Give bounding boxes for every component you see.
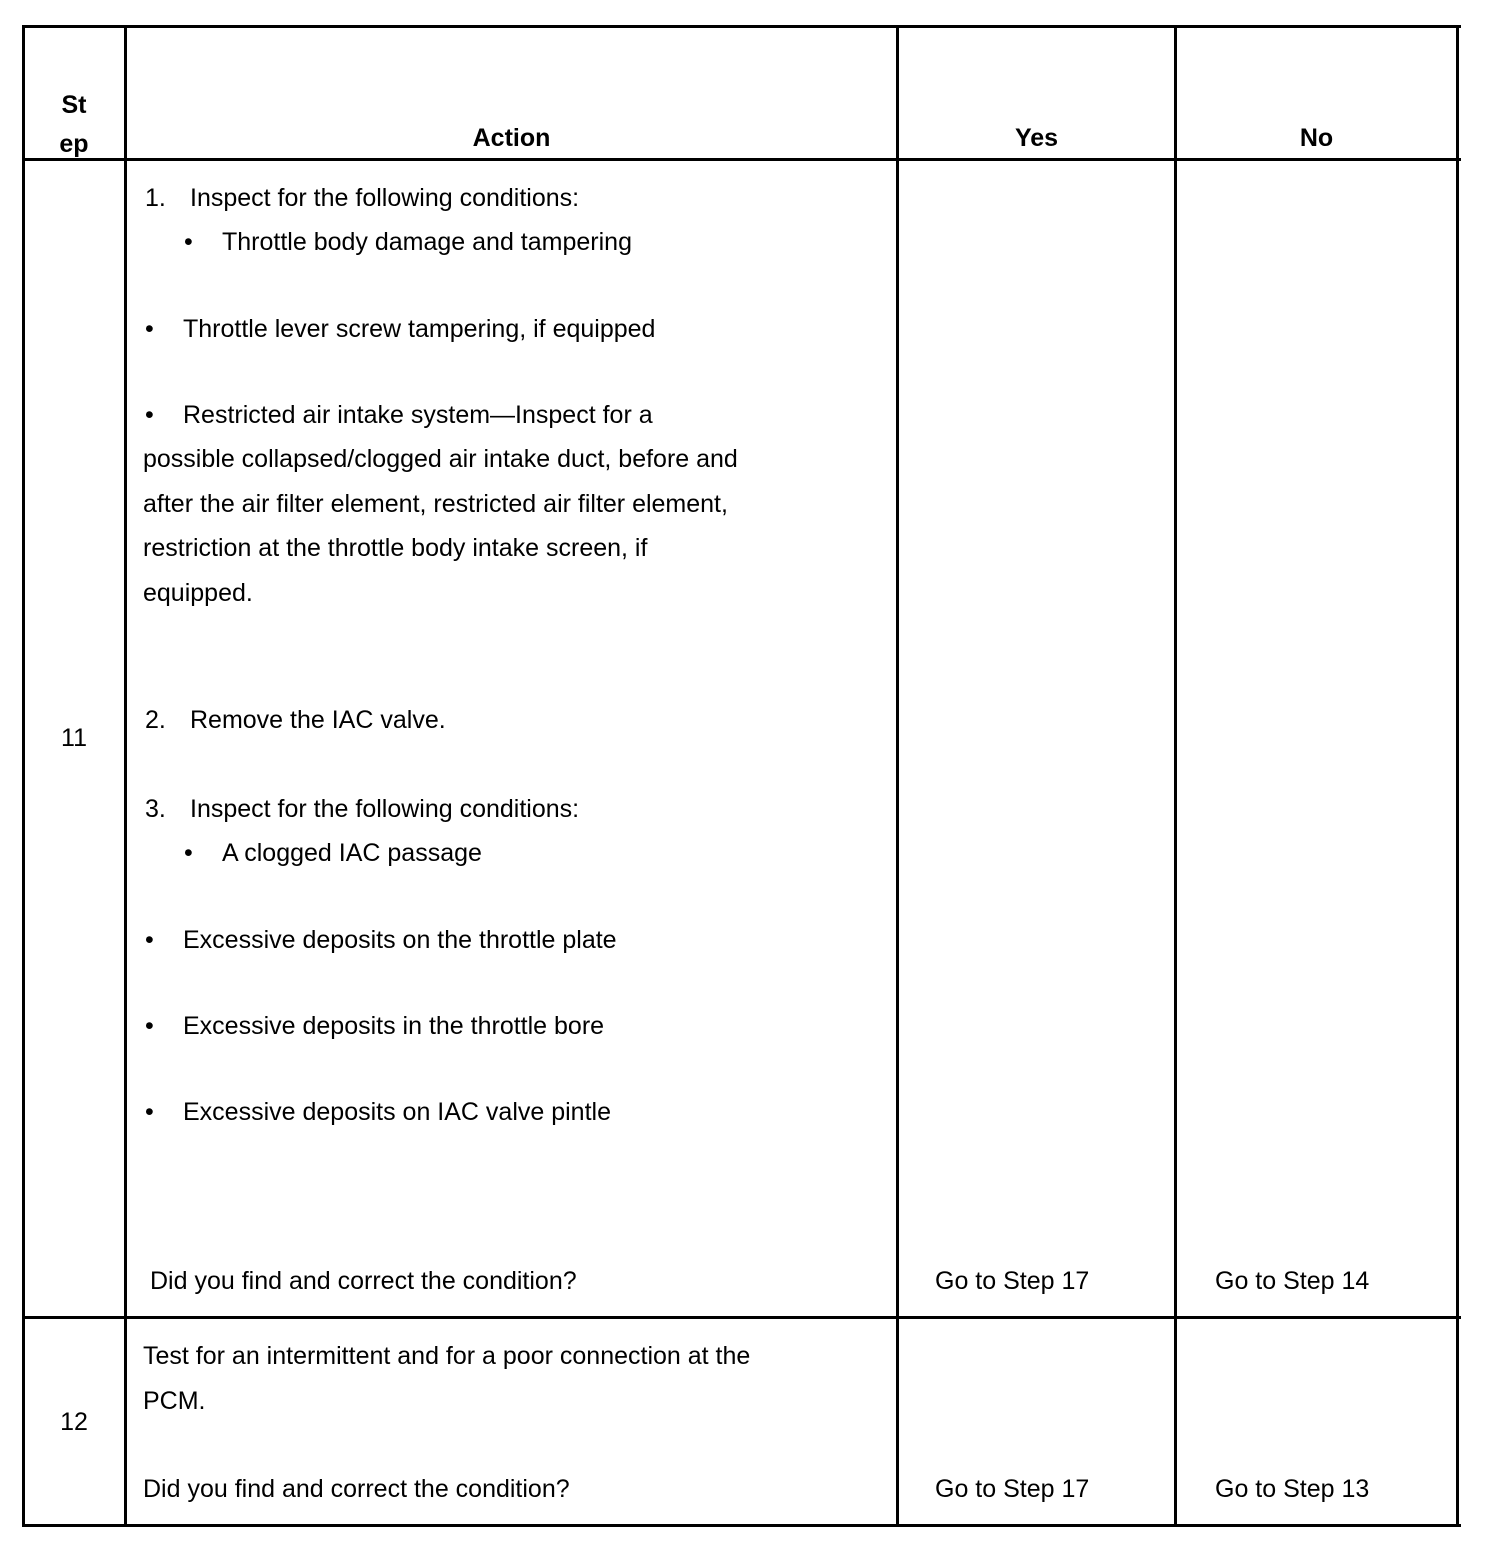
text-line: possible collapsed/clogged air intake duct, before and <box>143 445 738 473</box>
header-step <box>22 86 126 164</box>
bullet-icon: • <box>184 228 193 256</box>
table-border-right <box>1456 25 1459 1527</box>
list-item-text: Throttle body damage and tampering <box>222 228 632 256</box>
list-item <box>184 831 482 875</box>
yes-result: Go to Step 17 <box>935 1267 1090 1295</box>
no-result: Go to Step 13 <box>1215 1475 1370 1503</box>
column-divider-yes <box>1174 25 1177 1527</box>
list-number: 1. <box>145 184 166 212</box>
column-divider-action <box>896 25 899 1527</box>
header-action: Action <box>472 124 551 152</box>
text-line: after the air filter element, restricted air filter element, <box>143 490 728 518</box>
question-text: Did you find and correct the condition? <box>150 1267 577 1295</box>
header-step-line1: St <box>61 91 87 119</box>
list-item-text: Inspect for the following conditions: <box>190 184 580 212</box>
list-item <box>145 307 655 351</box>
bullet-icon: • <box>145 1098 154 1126</box>
bullet-icon: • <box>145 926 154 954</box>
list-item <box>145 1090 611 1134</box>
header-yes: Yes <box>1014 124 1059 152</box>
list-item-text: Excessive deposits on the throttle plate <box>183 926 617 954</box>
table-border-left <box>22 25 25 1527</box>
list-item-text: Inspect for the following conditions: <box>190 795 580 823</box>
text-line: PCM. <box>143 1387 206 1415</box>
list-item <box>145 918 617 962</box>
bullet-icon: • <box>145 315 154 343</box>
list-number: 3. <box>145 795 166 823</box>
header-divider <box>22 158 1461 161</box>
list-item-text: Excessive deposits on IAC valve pintle <box>183 1098 611 1126</box>
list-item <box>145 176 579 220</box>
list-item <box>145 393 653 437</box>
table-border-top <box>22 25 1461 28</box>
text-line: restriction at the throttle body intake screen, if <box>143 534 648 562</box>
step-number: 11 <box>61 724 87 752</box>
step-number: 12 <box>60 1408 88 1436</box>
no-result: Go to Step 14 <box>1215 1267 1370 1295</box>
row-divider <box>22 1316 1461 1319</box>
column-divider-step <box>124 25 127 1527</box>
list-number: 2. <box>145 706 166 734</box>
header-step-line2: ep <box>59 130 89 158</box>
text-line: equipped. <box>143 579 253 607</box>
question-text: Did you find and correct the condition? <box>143 1475 570 1503</box>
list-item-text: Throttle lever screw tampering, if equipped <box>183 315 656 343</box>
text-line: Test for an intermittent and for a poor connection at the <box>143 1342 751 1370</box>
list-item <box>145 787 579 831</box>
header-no: No <box>1299 124 1334 152</box>
list-item <box>145 698 446 742</box>
list-item-text: Restricted air intake system—Inspect for a <box>183 401 653 429</box>
list-item-text: Excessive deposits in the throttle bore <box>183 1012 605 1040</box>
table-border-bottom <box>22 1524 1461 1527</box>
yes-result: Go to Step 17 <box>935 1475 1090 1503</box>
list-item-text: Remove the IAC valve. <box>190 706 446 734</box>
bullet-icon: • <box>145 401 154 429</box>
list-item <box>184 220 632 264</box>
list-item-text: A clogged IAC passage <box>222 839 482 867</box>
bullet-icon: • <box>145 1012 154 1040</box>
list-item <box>145 1004 604 1048</box>
bullet-icon: • <box>184 839 193 867</box>
